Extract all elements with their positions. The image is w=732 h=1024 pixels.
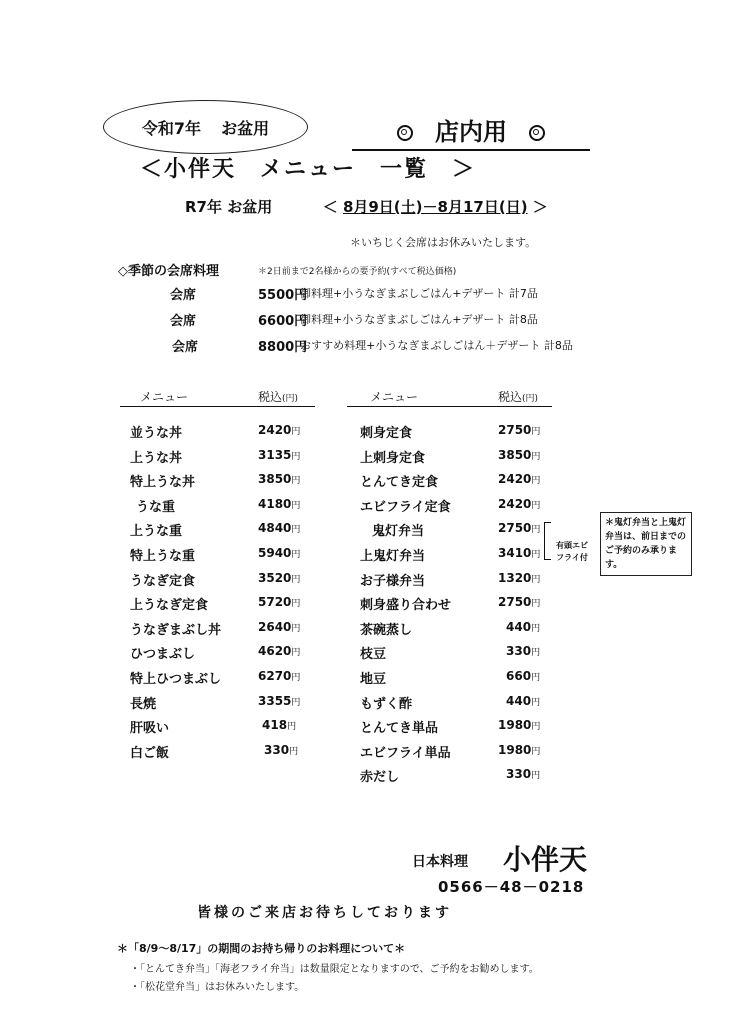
price-value: 2750: [498, 423, 532, 437]
menu-item-name: 長焼: [130, 696, 157, 712]
menu-item-price: [258, 521, 300, 535]
menu-item-price: [258, 595, 300, 609]
menu-item-name: 特上うな重: [130, 549, 196, 564]
kaiseki-price: 5500円: [258, 288, 308, 303]
menu-item-price: [506, 644, 540, 658]
price-value: 3850: [258, 472, 292, 487]
menu-item-name: とんてき定食: [360, 475, 439, 491]
menu-item-price: [506, 620, 540, 634]
price-value: 4180: [258, 496, 292, 511]
menu-item-price: [498, 595, 540, 609]
right-header-rule: [347, 406, 552, 407]
menu-item-name: 刺身定食: [360, 426, 413, 441]
menu-item-price: [498, 423, 540, 437]
left-menu-header: メニュー: [140, 390, 189, 404]
menu-item-name: 上鬼灯弁当: [360, 549, 426, 564]
price-unit: 円: [287, 722, 297, 733]
menu-item-name: 肝吸い: [130, 721, 170, 737]
takeout-note: ・「とんてき弁当」「海老フライ弁当」は数量限定となりますので、ご予約をお勧めします。: [130, 964, 539, 975]
kaiseki-price: 6600円: [258, 314, 308, 329]
price-value: 440: [506, 619, 532, 634]
price-unit: 円: [291, 648, 301, 659]
phone-number: 0566－48－0218: [438, 878, 585, 896]
menu-item-price: [498, 743, 540, 757]
price-value: 2750: [498, 595, 532, 610]
price-value: 3410: [498, 546, 532, 560]
menu-item-name: 特上うな丼: [130, 475, 196, 491]
price-value: 330: [506, 644, 532, 659]
menu-item-price: [258, 472, 300, 486]
menu-item-name: 茶碗蒸し: [360, 622, 413, 638]
kaiseki-name: 会席: [172, 340, 199, 355]
menu-item-name: お子様弁当: [360, 573, 426, 589]
price-unit: 円: [531, 500, 541, 511]
menu-item-price: [498, 521, 540, 535]
welcome-message: 皆様のご来店お待ちしております: [197, 905, 452, 921]
kaiseki-description: 御料理+小うなぎまぶしごはん+デザート 計7品: [300, 287, 538, 300]
price-unit: 円: [531, 525, 541, 536]
store-use-heading: [352, 112, 590, 151]
price-unit: 円: [531, 722, 541, 733]
price-value: 5940: [258, 546, 292, 560]
period-prefix: R7年 お盆用: [185, 198, 273, 216]
menu-item-name: 鬼灯弁当: [372, 524, 425, 540]
menu-item-price: [258, 669, 300, 683]
left-header-rule: [120, 406, 315, 407]
price-unit: 円: [291, 697, 301, 708]
menu-item-name: 枝豆: [360, 647, 387, 663]
takeout-note-title: ＊「8/9～8/17」の期間のお持ち帰りのお料理について＊: [117, 942, 406, 955]
price-value: 1980: [498, 742, 532, 757]
menu-item-name: 刺身盛り合わせ: [360, 598, 452, 614]
menu-item-name: 赤だし: [360, 770, 400, 786]
price-value: 5720: [258, 595, 292, 610]
menu-item-price: [506, 669, 540, 683]
reservation-note-box: ＊鬼灯弁当と上鬼灯弁当は、前日までのご予約のみ承ります。: [600, 512, 692, 576]
price-unit: 円: [291, 427, 301, 437]
price-unit: 円: [291, 500, 301, 511]
menu-item-price: [498, 497, 540, 511]
store-use-label: 店内用: [435, 118, 507, 146]
left-price-header-label: 税込: [258, 390, 283, 404]
price-unit: 円: [531, 427, 541, 437]
price-unit: 円: [531, 476, 541, 487]
menu-item-price: [258, 546, 300, 560]
menu-item-price: [258, 620, 300, 634]
price-value: 6270: [258, 669, 292, 683]
right-menu-header: メニュー: [370, 390, 419, 404]
price-value: 4620: [258, 644, 292, 659]
menu-item-name: とんてき単品: [360, 721, 439, 737]
price-unit: 円: [531, 599, 541, 610]
menu-item-name: 上うなぎ定食: [130, 598, 209, 614]
right-price-header: [498, 388, 538, 405]
price-value: 4840: [258, 521, 292, 536]
menu-item-name: うなぎ定食: [130, 573, 196, 589]
menu-item-price: [258, 694, 300, 708]
menu-item-name: 上刺身定食: [360, 450, 426, 466]
menu-item-price: [258, 448, 300, 462]
menu-item-price: [498, 472, 540, 486]
menu-item-price: [258, 423, 300, 437]
menu-item-name: うなぎまぶし丼: [130, 622, 222, 638]
price-value: 3850: [498, 447, 532, 462]
kaiseki-description: 御料理+小うなぎまぶしごはん+デザート 計8品: [300, 313, 538, 326]
closed-note: ＊いちじく会席はお休みいたします。: [350, 236, 537, 249]
menu-item-price: [258, 571, 300, 585]
price-unit: 円: [291, 451, 301, 462]
period-open: ＜: [322, 198, 338, 216]
price-value: 1320: [498, 570, 532, 585]
double-circle-icon: [397, 125, 413, 141]
page-title: ＜小伴天 メニュー 一覧 ＞: [140, 157, 477, 182]
price-unit: 円: [531, 648, 541, 659]
kaiseki-name: 会席: [170, 314, 197, 329]
price-value: 2420: [258, 423, 292, 437]
price-unit: 円: [291, 623, 301, 634]
period-line: [185, 196, 548, 217]
price-unit: 円: [291, 476, 301, 487]
price-value: 330: [264, 742, 290, 757]
price-value: 3135: [258, 447, 292, 462]
menu-item-name: エビフライ単品: [360, 745, 451, 761]
price-unit: 円: [291, 673, 301, 683]
badge-year: 令和7年: [141, 118, 202, 138]
price-unit: 円: [291, 599, 301, 610]
price-value: 2420: [498, 496, 532, 511]
price-value: 3355: [258, 693, 292, 708]
price-unit: 円: [531, 673, 541, 683]
price-unit: 円: [291, 550, 301, 560]
menu-item-price: [264, 743, 298, 757]
menu-item-price: [498, 448, 540, 462]
menu-item-name: もずく酢: [360, 696, 413, 712]
price-unit: 円: [531, 623, 541, 634]
price-value: 2420: [498, 472, 532, 487]
kaiseki-price: 8800円: [258, 340, 308, 355]
kaiseki-section-title: ◇季節の会席料理: [118, 264, 219, 279]
occasion-badge: [103, 100, 308, 154]
menu-item-price: [506, 694, 540, 708]
price-unit: 円: [289, 746, 299, 757]
menu-item-name: 白ご飯: [130, 745, 170, 761]
price-unit: 円: [531, 574, 541, 585]
menu-item-price: [498, 571, 540, 585]
period-close: ＞: [532, 198, 548, 216]
store-name: 小伴天: [503, 843, 588, 876]
price-unit: 円: [531, 451, 541, 462]
kaiseki-name: 会席: [170, 288, 197, 303]
kaiseki-description: おすすめ料理+小うなぎまぶしごはん＋デザート 計8品: [300, 339, 573, 352]
left-price-header-unit: (円): [282, 394, 299, 404]
menu-item-price: [258, 644, 300, 658]
right-price-header-unit: (円): [522, 394, 539, 404]
menu-item-name: 上うな丼: [130, 450, 183, 466]
kaiseki-section-note: ＊2日前まで2名様からの要予約(すべて税込価格): [258, 267, 457, 277]
menu-item-price: [498, 718, 540, 732]
price-value: 440: [506, 693, 532, 708]
menu-item-price: [506, 767, 540, 781]
price-value: 2750: [498, 521, 532, 536]
price-value: 1980: [498, 718, 532, 733]
menu-item-name: ひつまぶし: [130, 647, 196, 663]
menu-item-name: 特上ひつまぶし: [130, 672, 222, 687]
menu-item-name: エビフライ定食: [360, 499, 451, 515]
left-price-header: [258, 388, 298, 405]
menu-item-name: 地豆: [360, 672, 387, 687]
price-value: 418: [262, 718, 288, 733]
price-unit: 円: [531, 746, 541, 757]
menu-item-name: 並うな丼: [130, 426, 183, 441]
bracket-mark: [544, 522, 551, 560]
price-unit: 円: [531, 771, 541, 782]
price-value: 2640: [258, 619, 292, 634]
price-value: 3520: [258, 570, 292, 585]
price-unit: 円: [531, 550, 541, 560]
ebi-fry-label: 有頭エビ フライ付: [556, 541, 588, 562]
menu-item-price: [262, 718, 296, 732]
badge-occasion: お盆用: [221, 118, 270, 138]
store-category: 日本料理: [412, 854, 468, 870]
right-price-header-label: 税込: [498, 390, 523, 404]
menu-item-price: [498, 546, 540, 560]
price-value: 660: [506, 669, 532, 683]
menu-item-name: うな重: [136, 499, 176, 515]
double-circle-icon: [529, 125, 545, 141]
price-unit: 円: [531, 697, 541, 708]
price-unit: 円: [291, 574, 301, 585]
period-dates: 8月9日(土)－8月17日(日): [342, 198, 528, 216]
price-value: 330: [506, 767, 532, 782]
takeout-note: ・「松花堂弁当」はお休みいたします。: [130, 982, 305, 993]
price-unit: 円: [291, 525, 301, 536]
menu-item-name: 上うな重: [130, 524, 183, 540]
menu-item-price: [258, 497, 300, 511]
